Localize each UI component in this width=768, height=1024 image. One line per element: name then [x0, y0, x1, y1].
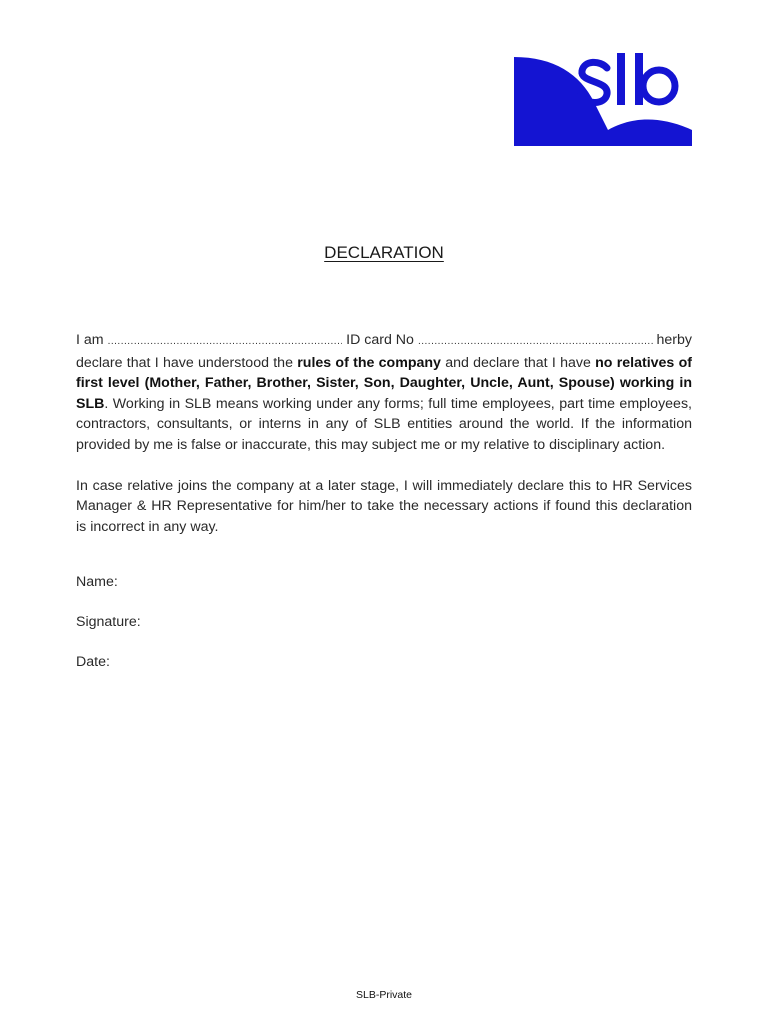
identity-line	[76, 330, 692, 353]
page-title: DECLARATION	[324, 243, 444, 262]
slb-logo-mark	[514, 52, 692, 146]
signature-field-label: Signature:	[76, 614, 141, 630]
para1-text-3: . Working in SLB means working under any forms; full time employees, part time employees, contractors, consultants, or interns in any of SLB entities around the world. If the information provided by me is false or inaccurate, this may subject me or my relative to disciplinary action.	[76, 395, 692, 453]
date-field-label: Date:	[76, 654, 110, 670]
para1-text-2: and declare that I have	[440, 354, 596, 371]
slb-logo	[514, 52, 692, 146]
declaration-body	[76, 330, 692, 537]
id-fill-line[interactable]	[418, 332, 653, 353]
name-fill-line[interactable]	[108, 332, 343, 353]
herby-word: herby	[656, 332, 692, 348]
para1-text-1: declare that I have understood the	[76, 354, 298, 371]
para1-no-relatives: no relatives of first level (Mother, Father, Brother, Sister, Son, Daughter, Uncle, Aunt, Spouse) working in SLB	[76, 354, 692, 412]
declaration-paragraph-2: In case relative joins the company at a later stage, I will immediately declare this to HR Services Manager & HR Representative for him/her to take the necessary actions if found this declaration is incorrect in any way.	[76, 477, 692, 535]
classification-footer: SLB-Private	[355, 989, 413, 1001]
name-field-label: Name:	[76, 574, 118, 590]
id-card-label: ID card No	[346, 332, 414, 348]
para1-rules-of-company: rules of the company	[297, 354, 441, 371]
declaration-paragraph-1	[76, 353, 692, 456]
i-am-label: I am	[76, 332, 104, 348]
